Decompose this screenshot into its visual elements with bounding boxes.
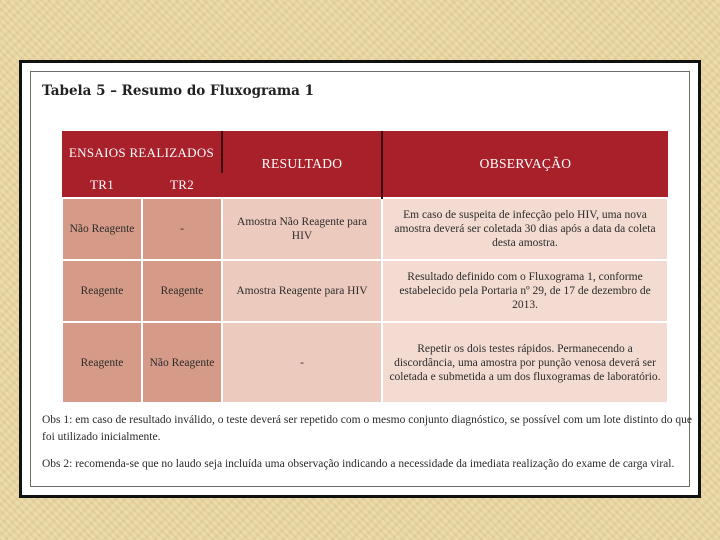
header-ensaios-realizados: ENSAIOS REALIZADOS — [62, 131, 222, 173]
table-title: Tabela 5 – Resumo do Fluxograma 1 — [42, 83, 315, 99]
cell-observacao: Em caso de suspeita de infecção pelo HIV, uma nova amostra deverá ser coletada 30 dias após a data da coleta desta amostra. — [382, 198, 668, 260]
table-row — [62, 260, 668, 322]
table-row — [62, 198, 668, 260]
cell-tr2: Não Reagente — [142, 322, 222, 403]
header-tr1: TR1 — [62, 173, 142, 198]
document-image — [30, 71, 690, 487]
header-resultado: RESULTADO — [222, 131, 382, 198]
cell-resultado: Amostra Não Reagente para HIV — [222, 198, 382, 260]
summary-table — [61, 131, 669, 404]
cell-tr1: Reagente — [62, 322, 142, 403]
note-obs-1: Obs 1: em caso de resultado inválido, o teste deverá ser repetido com o mesmo conjunto diagnóstico, se possível com um lote distinto do que foi utilizado inicialmente. — [42, 414, 692, 443]
cell-tr1: Reagente — [62, 260, 142, 322]
slide-frame — [19, 60, 701, 498]
cell-tr1: Não Reagente — [62, 198, 142, 260]
table-header-row — [62, 131, 668, 173]
cell-resultado: - — [222, 322, 382, 403]
cell-resultado: Amostra Reagente para HIV — [222, 260, 382, 322]
cell-tr2: Reagente — [142, 260, 222, 322]
table-row — [62, 322, 668, 403]
cell-observacao: Resultado definido com o Fluxograma 1, conforme estabelecido pela Portaria nº 29, de 17 de dezembro de 2013. — [382, 260, 668, 322]
cell-observacao: Repetir os dois testes rápidos. Permanecendo a discordância, uma amostra por punção venosa deverá ser coletada e submetida a um dos fluxogramas de laboratório. — [382, 322, 668, 403]
note-obs-2: Obs 2: recomenda-se que no laudo seja incluída uma observação indicando a necessidade da imediata realização do exame de carga viral. — [42, 458, 675, 470]
header-tr2: TR2 — [142, 173, 222, 198]
header-observacao: OBSERVAÇÃO — [382, 131, 668, 198]
cell-tr2: - — [142, 198, 222, 260]
